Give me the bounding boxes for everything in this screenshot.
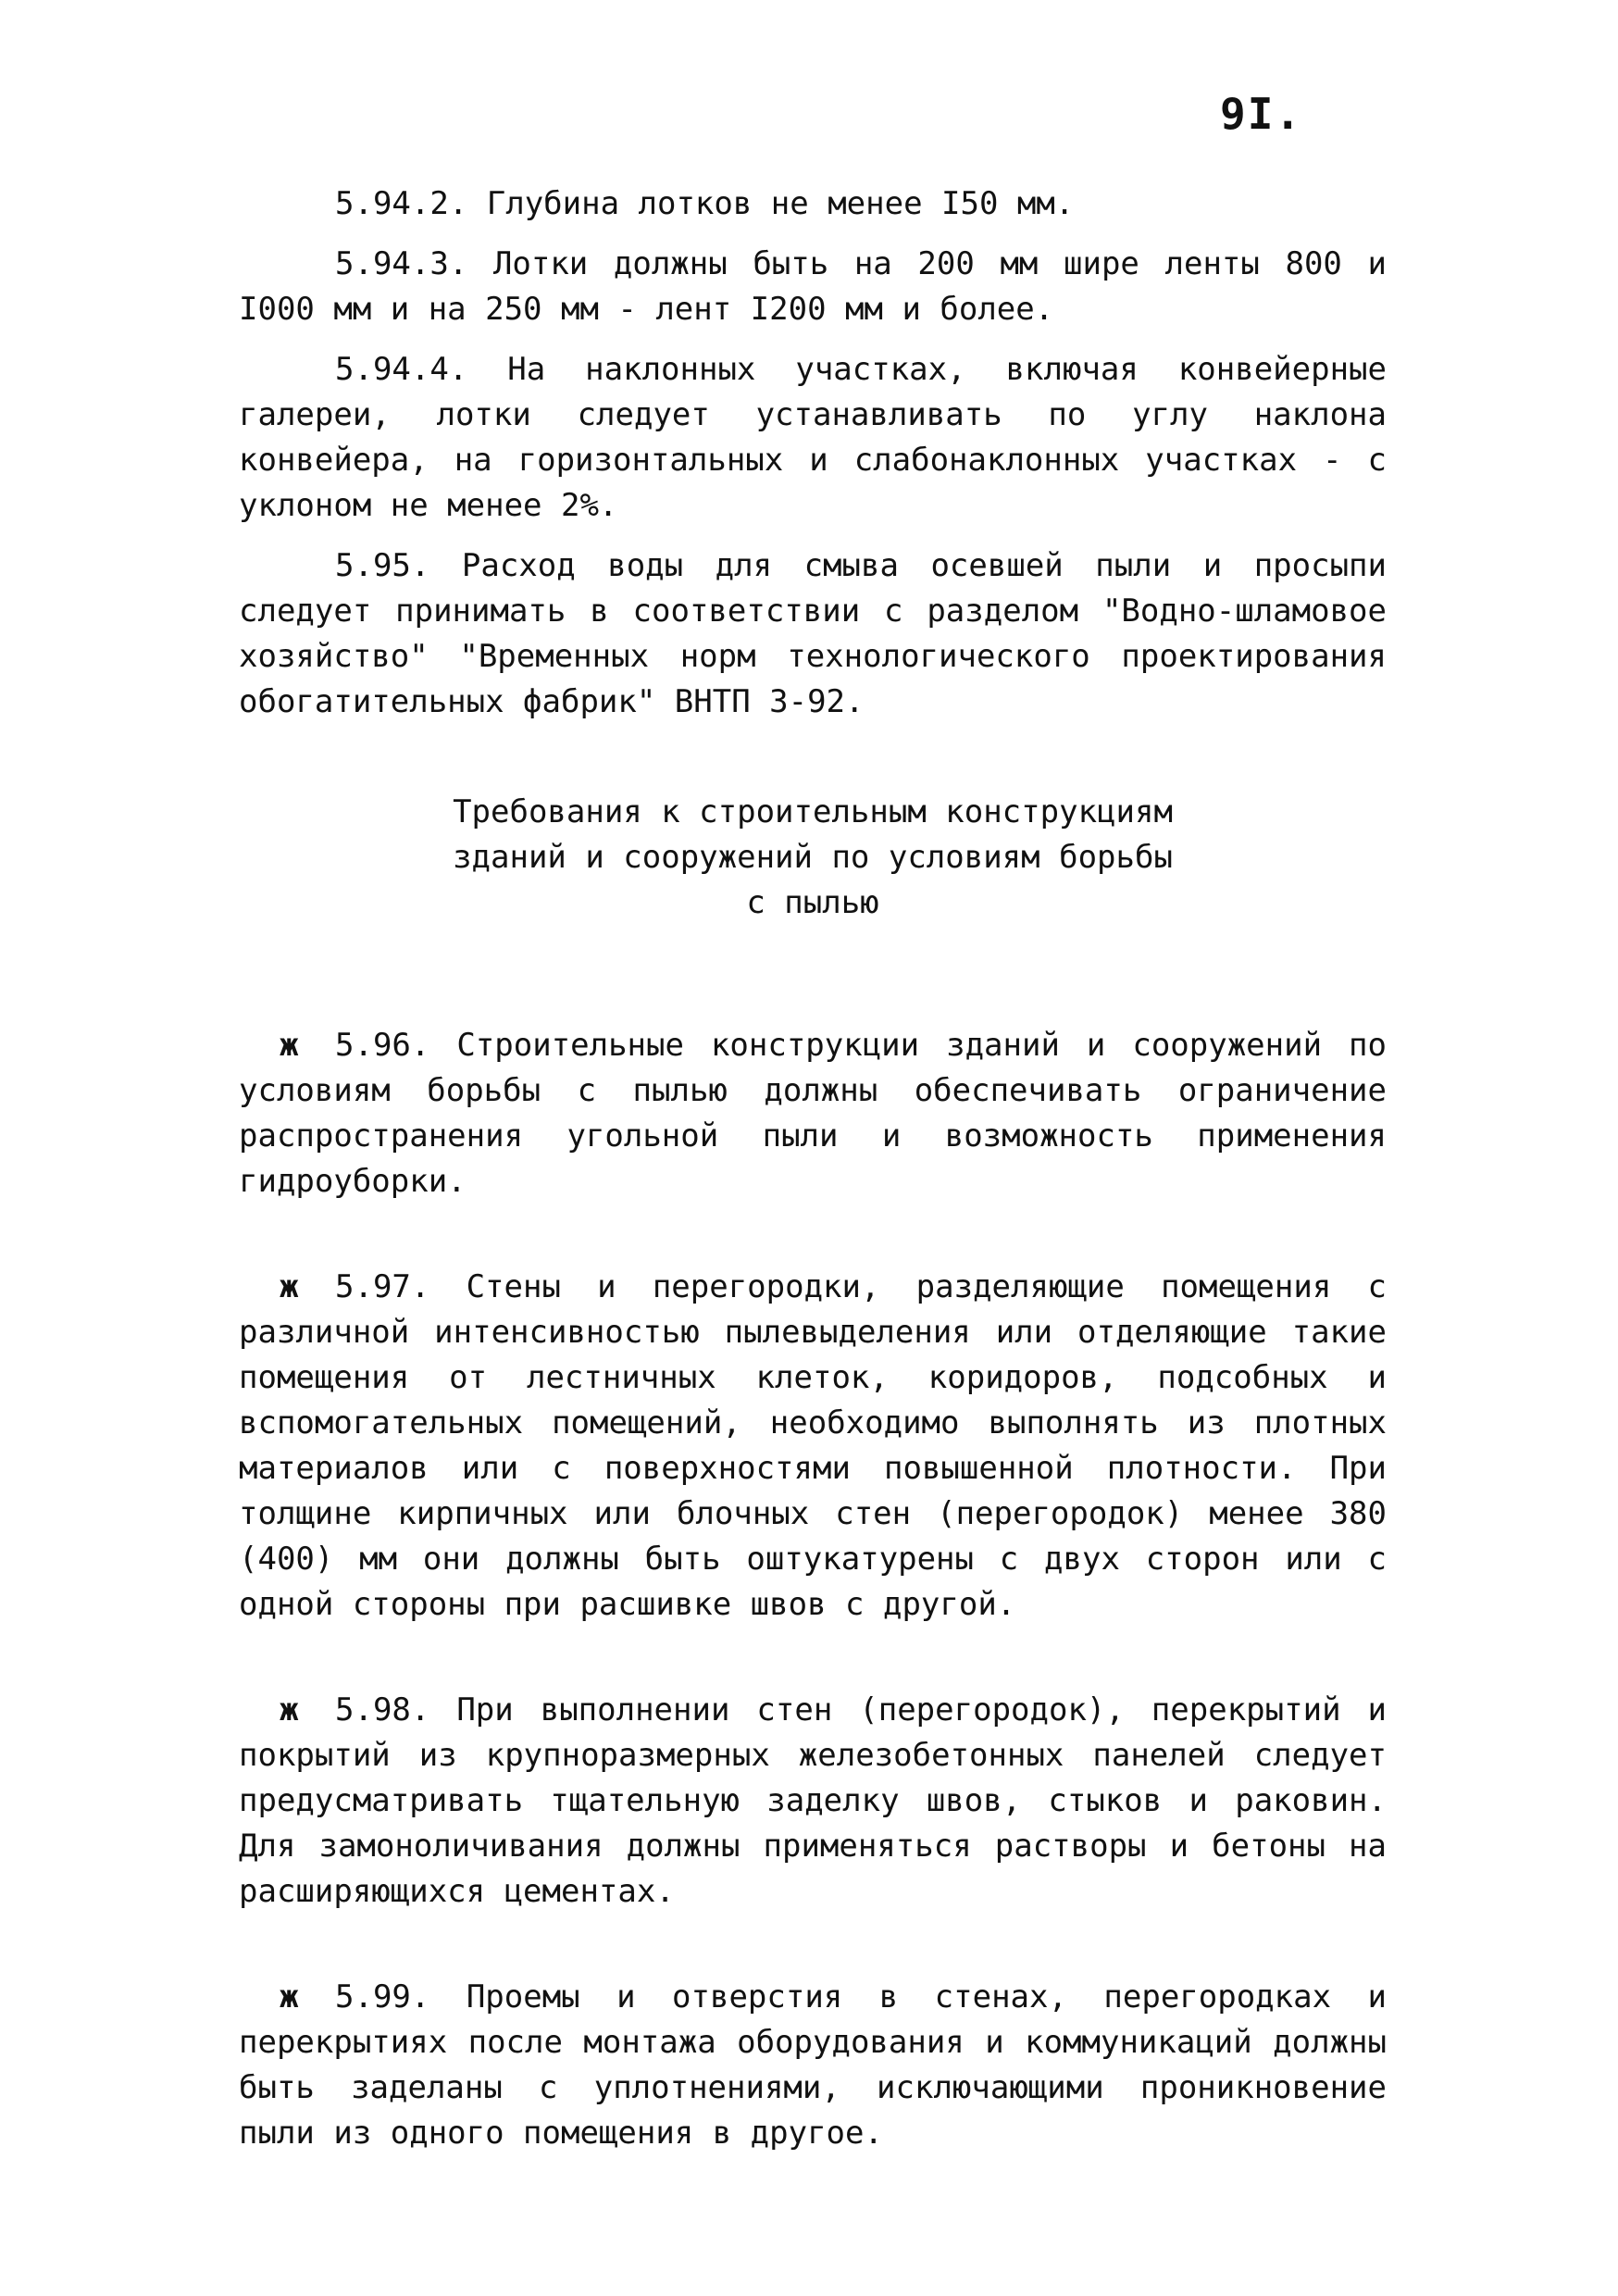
page-number: 9I. <box>1220 89 1303 139</box>
asterisk-mark-icon: ж <box>280 1978 299 2015</box>
paragraph-text: 5.98. При выполнении стен (перегородок), перекрытий и покрытий из крупноразмерных железобетонных панелей следует предусматривать тщательную заделку швов, стыков и раковин. Для замоноличивания должны применяться растворы и бетоны на расширяющихся цементах. <box>239 1691 1387 1910</box>
paragraph-5-96 <box>239 978 1387 1204</box>
paragraph-5-94-2: 5.94.2. Глубина лотков не менее I50 мм. <box>335 185 1075 222</box>
paragraph-5-99 <box>239 1929 1387 2156</box>
paragraph-text: 5.96. Строительные конструкции зданий и сооружений по условиям борьбы с пылью должны обеспечивать ограничение распространения угольной пыли и возможность применения гидроуборки. <box>239 1027 1387 1200</box>
paragraph-5-97 <box>239 1219 1387 1628</box>
asterisk-mark-icon: ж <box>280 1268 299 1305</box>
paragraph-text: 5.97. Стены и перегородки, разделяющие помещения с различной интенсивностью пылевыделения или отделяющие такие помещения от лестничных клеток, коридоров, подсобных и вспомогательных помещений, необходимо выполнять из плотных материалов или с поверхностями повышенной плотности. При толщине кирпичных или блочных стен (перегородок) менее 380 (400) мм они должны быть оштукатурены с двух сторон или с одной стороны при расшивке швов с другой. <box>239 1268 1387 1623</box>
paragraph-5-95: 5.95. Расход воды для смыва осевшей пыли и просыпи следует принимать в соответствии с разделом "Водно-шламовое хозяйство" "Временных норм технологического проектирования обогатительных фабрик" ВНТП 3-92. <box>239 547 1387 720</box>
document-body <box>239 181 1387 2171</box>
asterisk-mark-icon: ж <box>280 1691 299 1728</box>
paragraph-5-94-3: 5.94.3. Лотки должны быть на 200 мм шире ленты 800 и I000 мм и на 250 мм - лент I200 мм и более. <box>239 245 1387 328</box>
paragraph-5-94-4: 5.94.4. На наклонных участках, включая конвейерные галереи, лотки следует устанавливать по углу наклона конвейера, на горизонтальных и слабонаклонных участках - с уклоном не менее 2%. <box>239 351 1387 524</box>
paragraph-5-98 <box>239 1642 1387 1915</box>
asterisk-mark-icon: ж <box>280 1027 299 1064</box>
paragraph-text: 5.99. Проемы и отверстия в стенах, перегородках и перекрытиях после монтажа оборудования и коммуникаций должны быть заделаны с уплотнениями, исключающими проникновение пыли из одного помещения в другое. <box>239 1978 1387 2152</box>
section-heading: Требования к строительным конструкциям зданий и сооружений по условиям борьбы с пылью <box>453 793 1173 921</box>
